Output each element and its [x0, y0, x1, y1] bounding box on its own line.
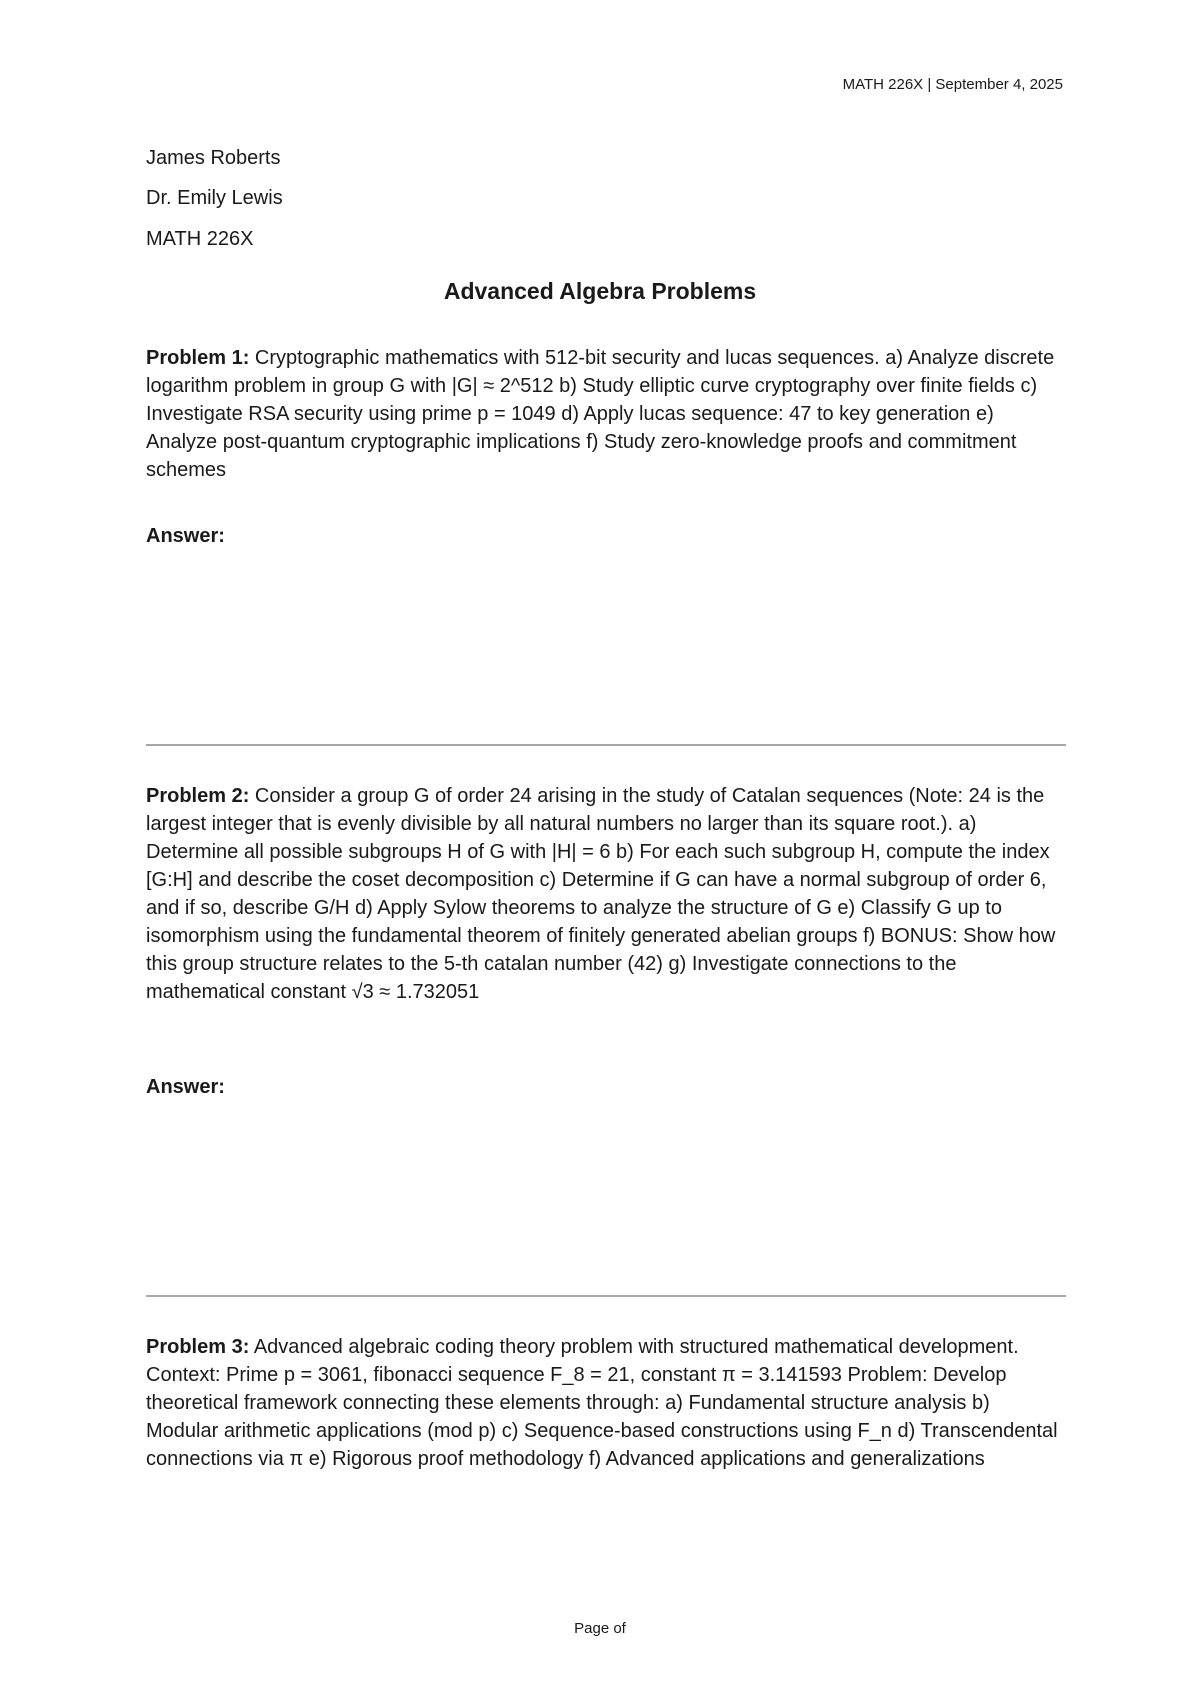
- instructor-name: Dr. Emily Lewis: [146, 187, 283, 209]
- problem-1-answer-label: Answer:: [146, 525, 225, 547]
- problem-3-text: Advanced algebraic coding theory problem with structured mathematical development. Context: Prime p = 3061, fibonacci sequence F_8 = 21, constant π = 3.141593 Problem: Develop theoretical framework connecting these elements through: a) Fundamental structure analysis b) Modular arithmetic applications (mod p) c) Sequence-based constructions using F_n d) Transcendental connections via π e) Rigorous proof methodology f) Advanced applications and generalizations: [146, 1336, 1058, 1470]
- running-header: MATH 226X | September 4, 2025: [842, 76, 1063, 93]
- problem-3-label: Problem 3:: [146, 1336, 250, 1358]
- course-code: MATH 226X: [146, 228, 254, 250]
- page-footer: Page of: [574, 1620, 626, 1637]
- problem-1-label: Problem 1:: [146, 347, 250, 369]
- document-title: Advanced Algebra Problems: [443, 278, 757, 304]
- problem-2-text: Consider a group G of order 24 arising in the study of Catalan sequences (Note: 24 is the largest integer that is evenly divisible by all natural numbers no larger than its square root.). a) Determine all possible subgroups H of G with |H| = 6 b) For each such subgroup H, compute the index [G:H] and describe the coset decomposition c) Determine if G can have a normal subgroup of order 6, and if so, describe G/H d) Apply Sylow theorems to analyze the structure of G e) Classify G up to isomorphism using the fundamental theorem of finitely generated abelian groups f) BONUS: Show how this group structure relates to the 5-th catalan number (42) g) Investigate connections to the mathematical constant √3 ≈ 1.732051: [146, 785, 1056, 1003]
- problem-2: [146, 782, 1066, 1006]
- problem-1-text: Cryptographic mathematics with 512-bit security and lucas sequences. a) Analyze discrete logarithm problem in group G with |G| ≈ 2^512 b) Study elliptic curve cryptography over finite fields c) Investigate RSA security using prime p = 1049 d) Apply lucas sequence: 47 to key generation e) Analyze post-quantum cryptographic implications f) Study zero-knowledge proofs and commitment schemes: [146, 347, 1055, 481]
- section-divider: [146, 744, 1066, 746]
- author-name: James Roberts: [146, 147, 281, 169]
- section-divider: [146, 1295, 1066, 1297]
- problem-2-answer-label: Answer:: [146, 1076, 225, 1098]
- problem-3: [146, 1333, 1066, 1473]
- problem-2-label: Problem 2:: [146, 785, 250, 807]
- problem-1: [146, 344, 1066, 484]
